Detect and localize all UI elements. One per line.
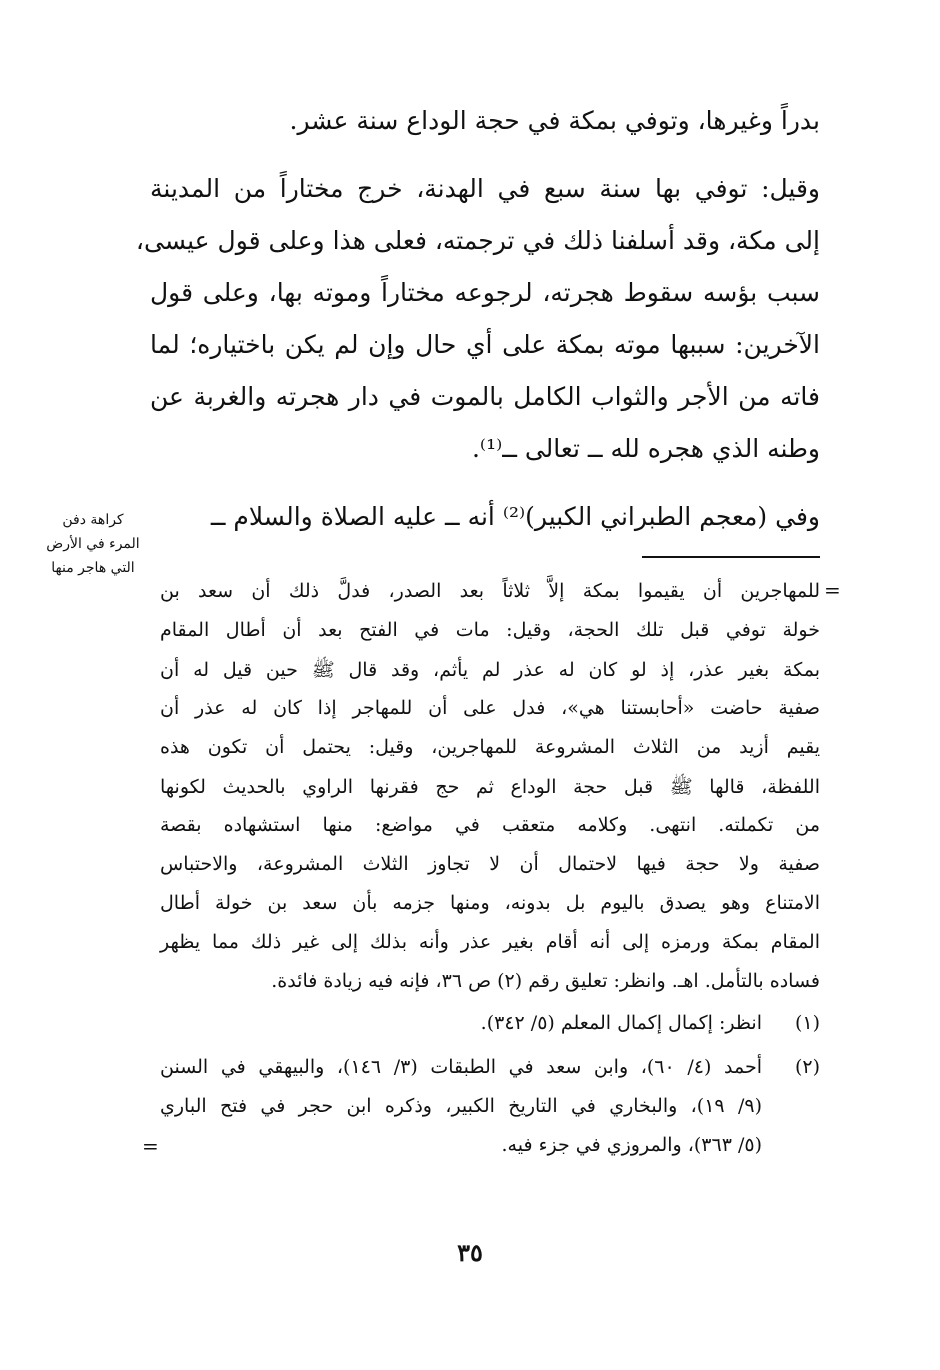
body-line: بدراً وغيرها، وتوفي بمكة في حجة الوداع سنة عشر.: [289, 106, 820, 135]
footnote-line: اللفظة، قالها ﷺ قبل حجة الوداع ثم حج فقرنها الراوي بالحديث لكونها: [160, 776, 820, 798]
footnote-line: المقام بمكة ورمزه إلى أنه أقام بغير عذر وأنه بذلك إلى غير ذلك مما يظهر: [160, 931, 820, 953]
page-number: ٣٥: [457, 1238, 483, 1267]
footnote-line: صفية ولا حجة فيها لاحتمال أن لا تجاوز الثلاث المشروعة، والاحتباس: [160, 853, 820, 875]
footnote-line: يقيم أزيد من الثلاث المشروعة للمهاجرين، وقيل: يحتمل أن تكون هذه: [160, 736, 820, 758]
footnote-number: (٢): [794, 1056, 820, 1078]
margin-note-line: التي هاجر منها: [51, 560, 135, 576]
footnote-divider: [642, 556, 820, 558]
body-line: وقيل: توفي بها سنة سبع في الهدنة، خرج مختاراً من المدينة: [150, 174, 820, 203]
footnote-line: للمهاجرين أن يقيموا بمكة إلاَّ ثلاثاً بعد الصدر، فدلَّ ذلك أن سعد بن: [160, 580, 820, 602]
margin-note-line: المرء في الأرض: [46, 536, 140, 552]
footnote-line: فساده بالتأمل. اهـ. وانظر: تعليق رقم (٢) ص ٣٦، فإنه فيه زيادة فائدة.: [271, 970, 820, 992]
footnote-line: بمكة بغير عذر، إذ لو كان له عذر لم يأثم، وقد قال ﷺ حين قيل له أن: [160, 659, 820, 681]
footnote-line: (٩/ ١٩)، والبخاري في التاريخ الكبير، وذكره ابن حجر في فتح الباري: [160, 1095, 762, 1117]
footnote-number: (١): [794, 1012, 820, 1034]
footnote-line: من تكملته. انتهى. وكلامه متعقب في مواضع: منها استشهاده بقصة: [160, 814, 820, 836]
margin-note-line: كراهة دفن: [62, 512, 124, 528]
body-line: إلى مكة، وقد أسلفنا ذلك في ترجمته، فعلى هذا وعلى قول عيسى،: [135, 226, 820, 255]
body-line: فاته من الأجر والثواب الكامل بالموت في دار هجرته والغربة عن: [150, 382, 820, 411]
continuation-mark-top: =: [824, 578, 841, 602]
footnote-line: خولة توفي قبل تلك الحجة، وقيل: مات في الفتح بعد أن أطال المقام: [160, 619, 820, 641]
body-line: الآخرين: سببها موته بمكة على أي حال وإن لم يكن باختياره؛ لما: [150, 330, 820, 359]
margin-note: [40, 508, 146, 580]
footnote-line: أحمد (٤/ ٦٠)، وابن سعد في الطبقات (٣/ ١٤٦)، والبيهقي في السنن: [160, 1056, 762, 1078]
body-line: وطنه الذي هجره لله ــ تعالى ــ⁽¹⁾.: [471, 434, 820, 463]
continuation-mark-bottom: =: [142, 1134, 159, 1158]
body-line: وفي (معجم الطبراني الكبير)⁽²⁾ أنه ــ عليه الصلاة والسلام ــ: [210, 502, 820, 531]
footnote-line: انظر: إكمال إكمال المعلم (٥/ ٣٤٢).: [480, 1012, 762, 1034]
footnote-line: صفية حاضت «أحابستنا هي»، فدل على أن للمهاجر إذا كان له عذر أن: [160, 697, 820, 719]
body-line: سبب بؤسه سقوط هجرته، لرجوعه مختاراً وموته بها، وعلى قول: [150, 278, 820, 307]
footnote-line: الامتناع وهو يصدق باليوم بل بدونه، ومنها جزمه بأن سعد بن خولة أطال: [160, 892, 820, 914]
footnote-line: (٥/ ٣٦٣)، والمروزي في جزء فيه.: [501, 1134, 762, 1156]
